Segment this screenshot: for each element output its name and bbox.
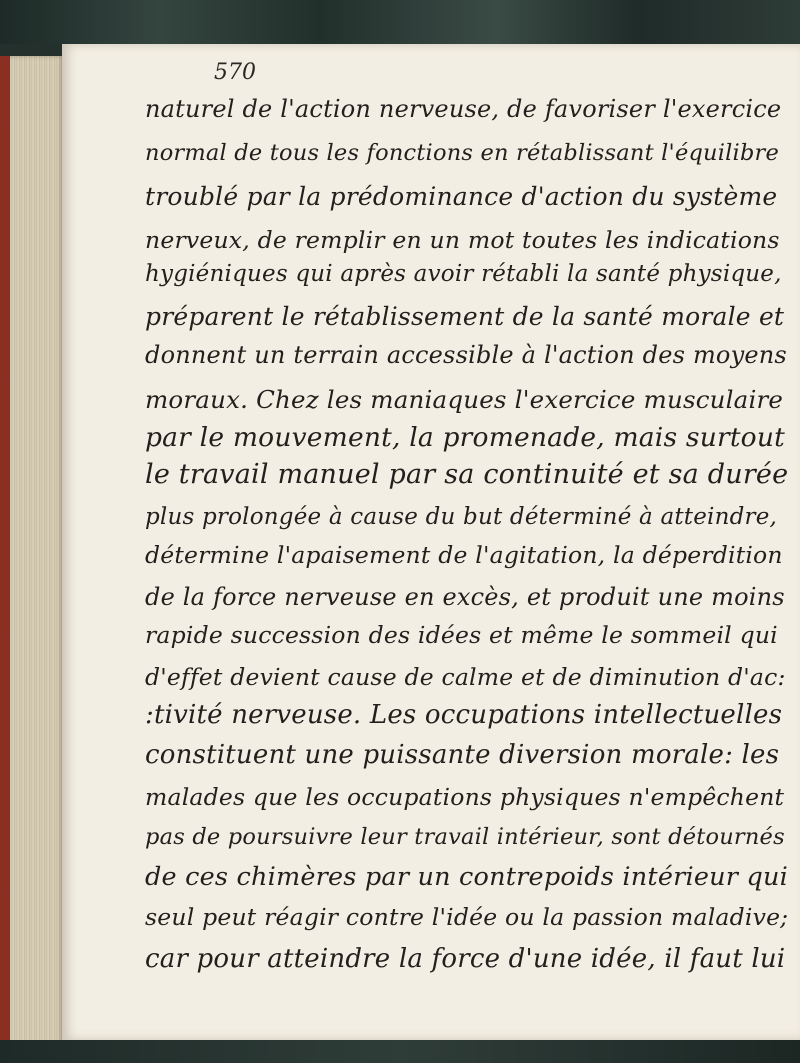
text-line: normal de tous les fonctions en rétablissant l'équilibre bbox=[145, 140, 780, 166]
text-line: donnent un terrain accessible à l'action des moyens bbox=[145, 341, 787, 369]
text-line: troublé par la prédominance d'action du système bbox=[145, 182, 778, 211]
text-line: rapide succession des idées et même le sommeil qui bbox=[145, 621, 778, 649]
text-line: naturel de l'action nerveuse, de favoriser l'exercice bbox=[145, 95, 782, 123]
page-number: 570 bbox=[214, 60, 256, 85]
text-line: malades que les occupations physiques n'empêchent bbox=[145, 783, 785, 811]
binding-board-bottom bbox=[0, 1040, 800, 1063]
text-line: préparent le rétablissement de la santé morale et bbox=[145, 302, 785, 331]
text-line: de ces chimères par un contrepoids intérieur qui bbox=[145, 862, 788, 892]
text-line: par le mouvement, la promenade, mais surtout bbox=[145, 422, 785, 453]
text-line: constituent une puissante diversion morale: les bbox=[145, 740, 780, 770]
text-line: nerveux, de remplir en un mot toutes les indications bbox=[145, 226, 780, 254]
text-line: d'effet devient cause de calme et de diminution d'ac: bbox=[145, 663, 786, 691]
book-spine bbox=[0, 56, 10, 1046]
text-line: :tivité nerveuse. Les occupations intellectuelles bbox=[145, 700, 783, 730]
text-line: le travail manuel par sa continuité et sa durée bbox=[145, 459, 789, 490]
text-line: de la force nerveuse en excès, et produit une moins bbox=[145, 583, 785, 611]
text-line: hygiéniques qui après avoir rétabli la santé physique, bbox=[145, 261, 782, 287]
text-line: plus prolongée à cause du but déterminé à atteindre, bbox=[145, 504, 778, 530]
text-line: détermine l'apaisement de l'agitation, la déperdition bbox=[145, 541, 783, 569]
text-line: moraux. Chez les maniaques l'exercice musculaire bbox=[145, 385, 784, 414]
text-line: car pour atteindre la force d'une idée, il faut lui bbox=[145, 944, 786, 974]
binding-board-top bbox=[0, 0, 800, 44]
text-line: pas de poursuivre leur travail intérieur, sont détournés bbox=[145, 824, 785, 850]
text-line: seul peut réagir contre l'idée ou la passion maladive; bbox=[145, 903, 789, 931]
